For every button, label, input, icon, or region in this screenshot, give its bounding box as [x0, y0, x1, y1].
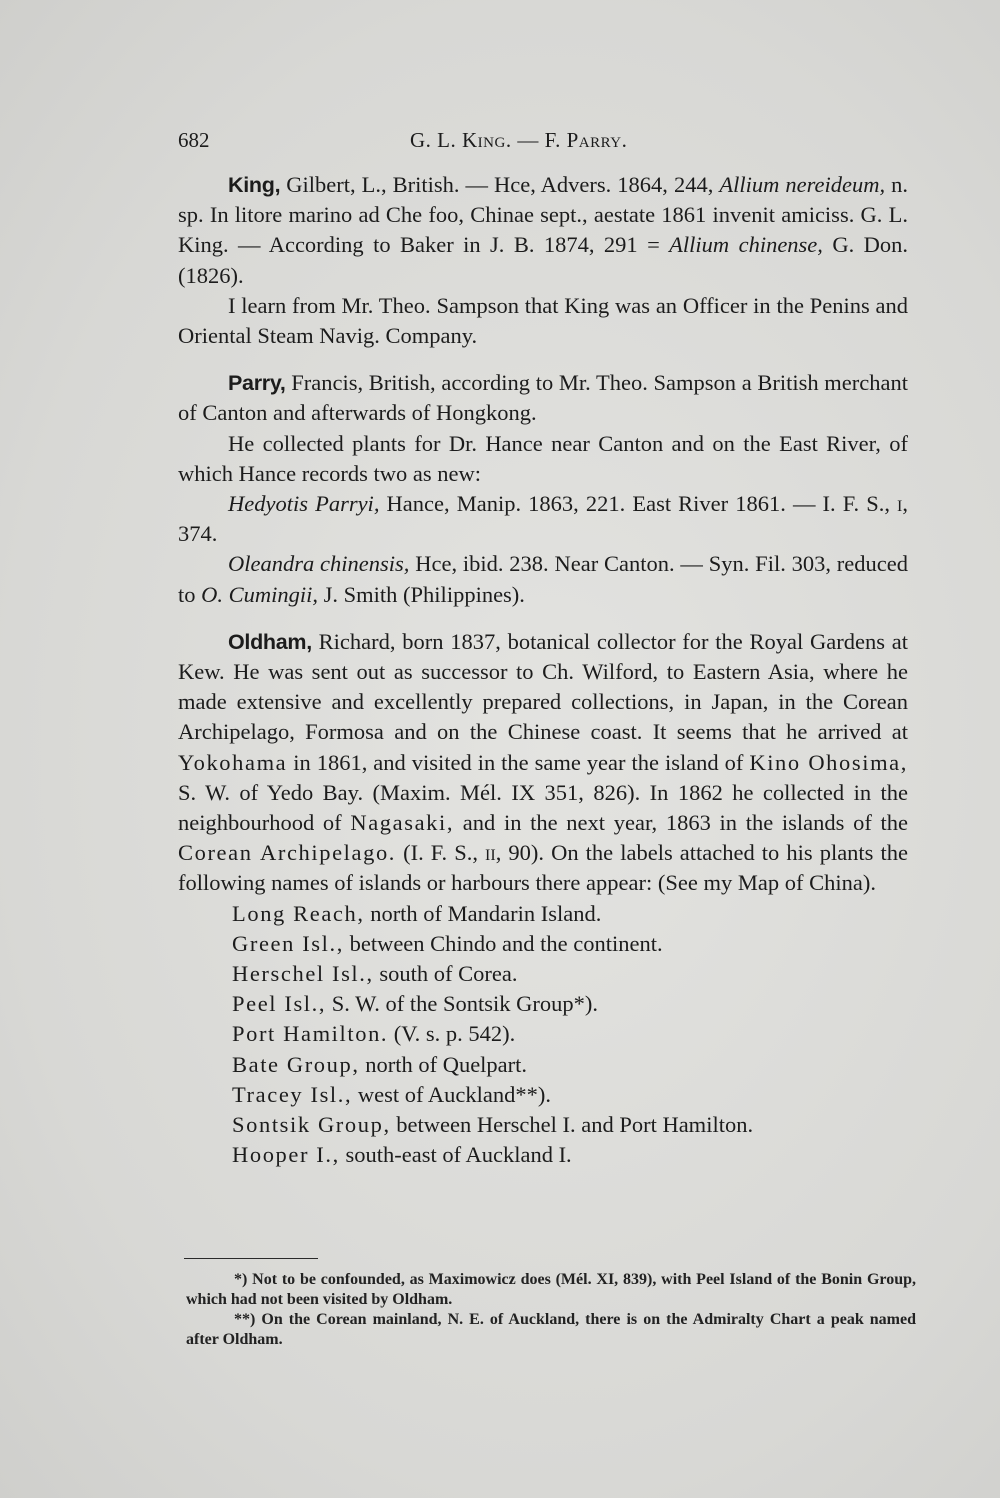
running-head-name-parry: Parry — [566, 128, 622, 152]
oldham-place-kino-ohosima: Kino Ohosima, — [749, 749, 908, 775]
oldham-text-2: in 1861, and visited in the same year the island of — [287, 749, 750, 775]
list-item-name: Hooper I., — [232, 1142, 340, 1168]
running-head — [410, 128, 627, 153]
list-item-name: Bate Group, — [232, 1051, 360, 1077]
island-list — [178, 899, 908, 1171]
oldham-place-corean-archipelago: Corean Archipelago. — [178, 840, 397, 866]
footnote-rule — [184, 1258, 318, 1259]
entry-gap — [178, 610, 908, 627]
list-item-desc: S. W. of the Sontsik Group*). — [326, 991, 599, 1017]
headword-king: King, — [228, 173, 281, 197]
entry-king — [178, 170, 908, 291]
footnote-1: *) Not to be confounded, as Maximowicz does (Mél. XI, 839), with Peel Island of the Bonin Group, which had not been visited by Oldham. — [186, 1271, 916, 1308]
headword-oldham: Oldham, — [228, 629, 312, 654]
list-item — [178, 989, 908, 1019]
footnotes — [186, 1270, 916, 1350]
headword-parry: Parry, — [228, 371, 286, 396]
footnote-2: **) On the Corean mainland, N. E. of Auckland, there is on the Admiralty Chart a peak named after Oldham. — [186, 1311, 916, 1348]
king-text-3: G. Don. (1826). — [178, 232, 908, 288]
parry-species-2-name: Oleandra chinensis, — [228, 551, 410, 577]
list-item-desc: north of Mandarin Island. — [364, 900, 602, 926]
running-head-separator: . — F. — [505, 128, 567, 152]
list-item-name: Herschel Isl., — [232, 961, 374, 987]
list-item-name: Green Isl., — [232, 930, 344, 956]
running-head-name-king: King — [462, 128, 506, 152]
oldham-text-4: and in the next year, 1863 in the islands of the — [454, 810, 908, 836]
list-item-desc: north of Quelpart. — [359, 1051, 528, 1077]
parry-text-1: Francis, British, according to Mr. Theo. Sampson a British merchant of Canton and afterwards of Hongkong. — [178, 370, 908, 426]
entry-gap — [178, 351, 908, 368]
list-item-desc: between Herschel I. and Port Hamilton. — [390, 1112, 754, 1138]
oldham-place-yokohama: Yokohama — [178, 749, 288, 775]
king-text-1: Gilbert, L., British. — Hce, Advers. 1864, 244, — [280, 172, 720, 197]
list-item-name: Port Hamilton. — [232, 1021, 389, 1047]
parry-species-1 — [178, 489, 908, 549]
oldham-text-6: , 90). On the labels attached to his plants the following names of islands or harbours there appear: (See my Map of China). — [178, 840, 908, 896]
entry-parry — [178, 368, 908, 428]
list-item — [178, 929, 908, 959]
parry-species-1-text: Hance, Manip. 1863, 221. East River 1861. — I. F. S., — [379, 491, 898, 517]
parry-species-2-text: Hce, ibid. 238. Near Canton. — Syn. Fil. 303, reduced to — [178, 551, 909, 607]
list-item — [178, 959, 908, 989]
list-item-desc: between Chindo and the continent. — [343, 930, 663, 956]
king-paragraph-2: I learn from Mr. Theo. Sampson that King was an Officer in the Penins and Oriental Steam Navig. Company. — [178, 292, 908, 349]
page-number: 682 — [178, 128, 210, 152]
oldham-text-5-vol: ii — [485, 840, 496, 866]
list-item — [178, 1019, 908, 1049]
entry-oldham — [178, 627, 908, 899]
parry-species-2-end: J. Smith (Philippines). — [318, 581, 525, 607]
oldham-place-nagasaki: Nagasaki, — [350, 810, 455, 836]
oldham-text-3: S. W. of Yedo Bay. (Maxim. Mél. IX 351, 826). In 1862 he collected in the neighbourhood of — [178, 779, 908, 836]
running-head-end: . — [621, 128, 628, 152]
running-head-initials: G. L. — [410, 128, 462, 152]
list-item — [178, 1050, 908, 1080]
page-body — [178, 170, 908, 1171]
king-text-2: n. sp. In litore marino ad Che foo, Chinae sept., aestate 1861 invenit amiciss. G. L. King. — According to Baker in J. B. 1874, 291 = — [178, 172, 908, 258]
list-item — [178, 899, 908, 929]
list-item — [178, 1080, 908, 1110]
parry-species-2 — [178, 549, 908, 609]
list-item-name: Peel Isl., — [232, 991, 327, 1017]
list-item-name: Sontsik Group, — [232, 1112, 391, 1138]
list-item — [178, 1140, 908, 1170]
page-header — [178, 128, 908, 158]
list-item-desc: south of Corea. — [373, 961, 518, 987]
list-item-name: Long Reach, — [232, 900, 365, 926]
parry-species-1-vol: i — [897, 491, 903, 517]
king-synonym: Allium chinense, — [669, 232, 823, 258]
list-item-desc: (V. s. p. 542). — [388, 1021, 516, 1047]
list-item-desc: south-east of Auckland I. — [339, 1142, 572, 1168]
parry-paragraph-2: He collected plants for Dr. Hance near Canton and on the East River, of which Hance records two as new: — [178, 430, 908, 486]
parry-species-1-end: , 374. — [178, 491, 908, 547]
oldham-text-1: Richard, born 1837, botanical collector for the Royal Gardens at Kew. He was sent out as successor to Ch. Wilford, to Eastern Asia, where he made extensive and excellently prepared collections, in Japan, in the Corean Archipelago, Formosa and on the Chinese coast. It seems that he arrived at — [178, 628, 908, 745]
parry-species-1-name: Hedyotis Parryi, — [228, 491, 380, 517]
list-item — [178, 1110, 908, 1140]
king-species: Allium nereideum, — [719, 172, 886, 197]
oldham-text-5: (I. F. S., — [396, 840, 486, 866]
list-item-name: Tracey Isl., — [232, 1081, 353, 1107]
list-item-desc: west of Auckland**). — [352, 1081, 551, 1107]
parry-species-2-reduced: O. Cumingii, — [201, 581, 319, 607]
